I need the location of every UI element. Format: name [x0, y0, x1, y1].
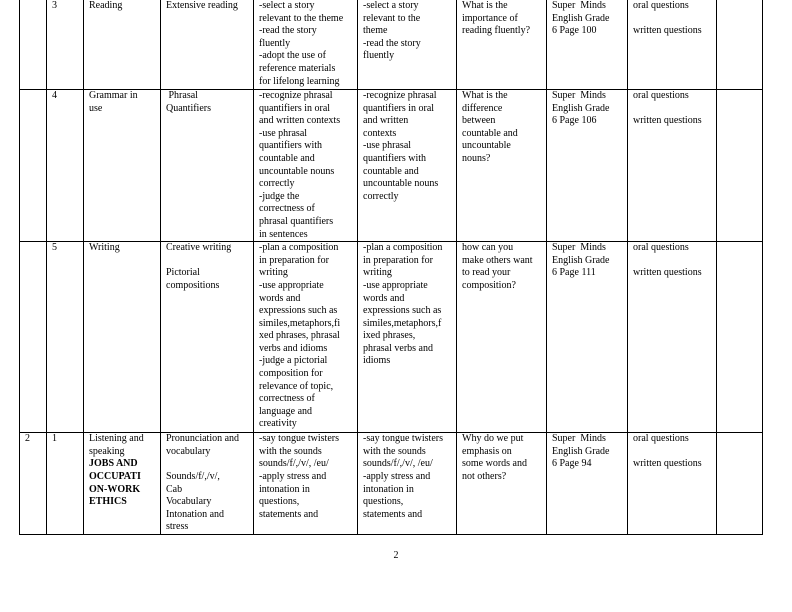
table-row — [20, 433, 763, 535]
assessment-cell — [628, 0, 717, 90]
cell-line: with the sounds — [259, 445, 322, 457]
table-row — [20, 242, 763, 433]
cell-line: ixed phrases, — [363, 330, 416, 342]
learning-outcomes-cell — [254, 433, 358, 535]
inquiry-question-cell — [457, 242, 547, 433]
cell-line: -plan a composition — [259, 242, 339, 254]
cell-line: -select a story — [259, 0, 315, 11]
assessment-cell — [628, 90, 717, 242]
line-gap — [166, 255, 249, 268]
week-cell — [20, 242, 47, 433]
cell-line: Sounds/f/,/v/, — [166, 470, 220, 482]
cell-line: intonation in — [259, 483, 310, 495]
page-number: 2 — [393, 550, 399, 561]
lesson-number: 4 — [52, 90, 57, 101]
reflection-cell — [717, 90, 763, 242]
cell-line: Extensive reading — [166, 0, 238, 11]
cell-line: importance of — [462, 12, 518, 24]
cell-line: What is the — [462, 90, 508, 101]
cell-line: idioms — [363, 355, 391, 367]
cell-line: -say tongue twisters — [363, 433, 443, 445]
cell-line: and written contexts — [259, 115, 341, 127]
cell-line: nouns? — [462, 152, 491, 164]
cell-line: English Grade — [552, 254, 610, 266]
learning-outcomes-cell — [254, 90, 358, 242]
cell-line: What is the — [462, 0, 508, 11]
cell-line: JOBS AND — [89, 458, 138, 470]
cell-line: emphasis on — [462, 445, 512, 457]
line-gap — [633, 446, 712, 459]
cell-line: fluently — [363, 50, 395, 62]
cell-line: Listening and — [89, 433, 144, 445]
cell-line: expressions such as — [363, 305, 442, 317]
learning-experiences-cell — [358, 433, 457, 535]
sub-strand-cell — [161, 90, 254, 242]
sub-strand-cell — [161, 0, 254, 90]
cell-line: not others? — [462, 470, 507, 482]
inquiry-question-cell — [457, 433, 547, 535]
cell-line: reading fluently? — [462, 25, 531, 37]
cell-line: countable and — [259, 152, 315, 164]
cell-line: Vocabulary — [166, 496, 212, 508]
cell-line: -judge the — [259, 190, 300, 202]
week-cell — [20, 90, 47, 242]
lesson-cell — [47, 0, 84, 90]
line-gap — [633, 103, 712, 116]
cell-line: vocabulary — [166, 445, 211, 457]
strand-cell — [84, 433, 161, 535]
cell-line: Cab — [166, 483, 183, 495]
assessment-cell — [628, 242, 717, 433]
cell-line: Super Minds — [552, 90, 606, 101]
cell-line: similes,metaphors,fi — [259, 317, 341, 329]
cell-line: quantifiers with — [259, 140, 323, 152]
cell-line: relevant to the theme — [259, 12, 344, 24]
learning-experiences-cell — [358, 242, 457, 433]
cell-line: correctly — [363, 190, 399, 202]
strand-cell — [84, 0, 161, 90]
cell-line: Super Minds — [552, 242, 606, 254]
week-cell — [20, 433, 47, 535]
assessment-cell — [628, 433, 717, 535]
cell-line: questions, — [259, 496, 300, 508]
cell-line: questions, — [363, 496, 404, 508]
table-row — [20, 90, 763, 242]
line-gap — [166, 458, 249, 471]
cell-line: correctness of — [259, 393, 315, 405]
cell-line: verbs and idioms — [259, 342, 328, 354]
assessment-method: written questions — [633, 115, 702, 127]
cell-line: correctly — [259, 178, 295, 190]
learning-outcomes-cell — [254, 242, 358, 433]
learning-resources-cell — [547, 242, 628, 433]
cell-line: 6 Page 111 — [552, 267, 596, 279]
cell-line: -judge a pictorial — [259, 355, 328, 367]
assessment-method: oral questions — [633, 433, 689, 445]
cell-line: countable and — [462, 127, 518, 139]
cell-line: -apply stress and — [363, 470, 431, 482]
strand-cell — [84, 242, 161, 433]
cell-line: -use phrasal — [259, 127, 308, 139]
week-cell — [20, 0, 47, 90]
cell-line: statements and — [259, 508, 319, 520]
lesson-number: 3 — [52, 0, 57, 11]
assessment-method: written questions — [633, 267, 702, 279]
table-row — [20, 0, 763, 90]
cell-line: Quantifiers — [166, 102, 211, 114]
cell-line: to read your — [462, 267, 511, 279]
cell-line: -read the story — [259, 25, 317, 37]
cell-line: quantifiers with — [363, 152, 427, 164]
cell-line: ON-WORK — [89, 483, 141, 495]
cell-line: uncountable nouns — [363, 178, 439, 190]
cell-line: uncountable — [462, 140, 511, 152]
scheme-of-work-table — [19, 0, 763, 535]
cell-line: phrasal quantifiers — [259, 215, 334, 227]
cell-line: composition for — [259, 368, 323, 380]
cell-line: English Grade — [552, 102, 610, 114]
line-gap — [633, 13, 712, 26]
learning-experiences-cell — [358, 0, 457, 90]
cell-line: intonation in — [363, 483, 414, 495]
cell-line: compositions — [166, 279, 220, 291]
cell-line: Super Minds — [552, 433, 606, 445]
cell-line: Writing — [89, 242, 120, 254]
cell-line: Creative writing — [166, 242, 232, 254]
assessment-method: written questions — [633, 25, 702, 37]
week-number: 2 — [25, 433, 30, 445]
cell-line: Phrasal — [166, 90, 198, 101]
cell-line: -say tongue twisters — [259, 433, 339, 445]
cell-line: -read the story — [363, 37, 421, 49]
reflection-cell — [717, 242, 763, 433]
cell-line: similes,metaphors,f — [363, 317, 442, 329]
cell-line: reference materials — [259, 62, 336, 74]
cell-line: and written — [363, 115, 409, 127]
cell-line: -select a story — [363, 0, 419, 11]
sub-strand-cell — [161, 242, 254, 433]
cell-line: theme — [363, 25, 388, 37]
cell-line: relevant to the — [363, 12, 421, 24]
cell-line: English Grade — [552, 445, 610, 457]
cell-line: Pronunciation and — [166, 433, 240, 445]
cell-line: for lifelong learning — [259, 75, 340, 87]
cell-line: difference — [462, 102, 503, 114]
cell-line: correctness of — [259, 203, 315, 215]
cell-line: 6 Page 106 — [552, 115, 597, 127]
cell-line: Pictorial — [166, 267, 200, 279]
lesson-number: 1 — [52, 433, 57, 445]
cell-line: expressions such as — [259, 305, 338, 317]
cell-line: -adopt the use of — [259, 50, 326, 62]
table-body — [20, 0, 763, 534]
cell-line: contexts — [363, 127, 397, 139]
cell-line: -apply stress and — [259, 470, 327, 482]
cell-line: use — [89, 102, 103, 114]
cell-line: speaking — [89, 445, 125, 457]
lesson-cell — [47, 90, 84, 242]
cell-line: -use appropriate — [363, 279, 428, 291]
strand-cell — [84, 90, 161, 242]
learning-resources-cell — [547, 433, 628, 535]
cell-line: -recognize phrasal — [259, 90, 333, 101]
cell-line: uncountable nouns — [259, 165, 335, 177]
cell-line: OCCUPATI — [89, 470, 141, 482]
cell-line: ETHICS — [89, 496, 127, 508]
cell-line: sounds/f/,/v/, /eu/ — [363, 458, 433, 470]
cell-line: words and — [363, 292, 405, 304]
cell-line: phrasal verbs and — [363, 342, 433, 354]
inquiry-question-cell — [457, 0, 547, 90]
cell-line: -recognize phrasal — [363, 90, 437, 101]
cell-line: make others want — [462, 254, 533, 266]
cell-line: with the sounds — [363, 445, 426, 457]
cell-line: fluently — [259, 37, 291, 49]
inquiry-question-cell — [457, 90, 547, 242]
assessment-method: oral questions — [633, 242, 689, 254]
assessment-method: oral questions — [633, 0, 689, 11]
assessment-method: written questions — [633, 458, 702, 470]
cell-line: Why do we put — [462, 433, 524, 445]
cell-line: statements and — [363, 508, 423, 520]
learning-resources-cell — [547, 90, 628, 242]
lesson-number: 5 — [52, 242, 57, 254]
learning-resources-cell — [547, 0, 628, 90]
learning-experiences-cell — [358, 90, 457, 242]
cell-line: 6 Page 100 — [552, 25, 597, 37]
reflection-cell — [717, 0, 763, 90]
learning-outcomes-cell — [254, 0, 358, 90]
cell-line: quantifiers in oral — [259, 102, 331, 114]
line-gap — [633, 255, 712, 268]
cell-line: xed phrases, phrasal — [259, 330, 340, 342]
cell-line: in preparation for — [259, 254, 329, 266]
cell-line: some words and — [462, 458, 527, 470]
cell-line: Super Minds — [552, 0, 606, 11]
cell-line: composition? — [462, 279, 516, 291]
cell-line: -plan a composition — [363, 242, 443, 254]
cell-line: relevance of topic, — [259, 380, 334, 392]
cell-line: Intonation and — [166, 508, 225, 520]
cell-line: in preparation for — [363, 254, 433, 266]
lesson-cell — [47, 433, 84, 535]
lesson-cell — [47, 242, 84, 433]
cell-line: Reading — [89, 0, 123, 11]
cell-line: between — [462, 115, 496, 127]
reflection-cell — [717, 433, 763, 535]
cell-line: creativity — [259, 418, 297, 430]
cell-line: words and — [259, 292, 301, 304]
cell-line: writing — [259, 267, 288, 279]
cell-line: countable and — [363, 165, 419, 177]
sub-strand-cell — [161, 433, 254, 535]
cell-line: 6 Page 94 — [552, 458, 592, 470]
cell-line: English Grade — [552, 12, 610, 24]
cell-line: -use phrasal — [363, 140, 412, 152]
assessment-method: oral questions — [633, 90, 689, 101]
cell-line: in sentences — [259, 228, 308, 240]
cell-line: writing — [363, 267, 392, 279]
cell-line: language and — [259, 405, 313, 417]
cell-line: stress — [166, 521, 189, 533]
cell-line: Grammar in — [89, 90, 138, 101]
cell-line: how can you — [462, 242, 514, 254]
cell-line: sounds/f/,/v/, /eu/ — [259, 458, 329, 470]
cell-line: -use appropriate — [259, 279, 324, 291]
cell-line: quantifiers in oral — [363, 102, 435, 114]
